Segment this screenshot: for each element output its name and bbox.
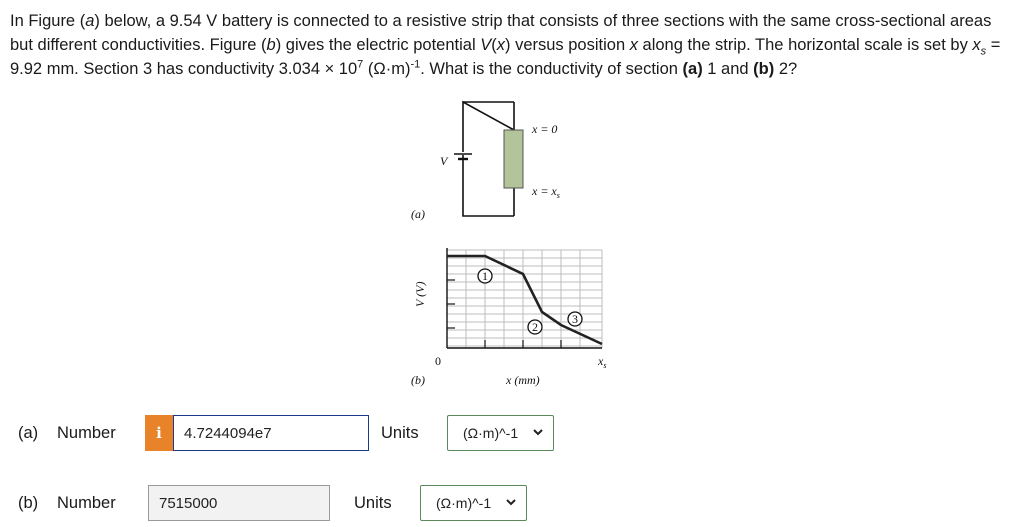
units-label-b: Units	[354, 494, 392, 512]
chevron-down-icon	[504, 495, 518, 509]
info-icon[interactable]: i	[145, 415, 173, 451]
potential-graph	[411, 248, 606, 387]
graph-y-ticks	[447, 256, 455, 328]
caption-b: (b)	[411, 373, 425, 387]
unit-select-b-value: (Ω·m)^-1	[436, 495, 492, 511]
chevron-down-icon	[531, 425, 545, 439]
section-1-marker	[478, 269, 492, 283]
resistive-strip	[504, 130, 523, 188]
svg-text:2: 2	[532, 320, 538, 334]
xs-label: $x = x_s$	[532, 184, 560, 200]
potential-curve	[447, 256, 602, 344]
part-b-label: (b)	[18, 494, 39, 512]
section-2-marker	[528, 320, 542, 334]
section-3-marker	[568, 312, 582, 326]
graph-x-label: x (mm)	[506, 373, 540, 387]
x0-label: x = 0	[532, 122, 558, 136]
unit-select-b[interactable]	[420, 485, 527, 521]
answer-input-a[interactable]	[173, 415, 369, 451]
figure-svg	[380, 98, 640, 398]
figure	[380, 98, 640, 398]
graph-x-ticks	[485, 340, 561, 348]
graph-y-label: V (V)	[413, 281, 427, 307]
part-a-label: (a)	[18, 424, 39, 442]
svg-text:3: 3	[572, 312, 578, 326]
svg-text:1: 1	[482, 269, 488, 283]
circuit-diagram	[411, 102, 560, 221]
number-label-b: Number	[57, 494, 116, 512]
battery-label: V	[440, 154, 448, 168]
caption-a: (a)	[411, 207, 425, 221]
answer-row-b	[0, 484, 1024, 522]
graph-x-end: $x_s$	[598, 354, 607, 370]
units-label-a: Units	[381, 424, 419, 442]
answer-input-b[interactable]	[148, 485, 330, 521]
number-label-a: Number	[57, 424, 116, 442]
unit-select-a[interactable]	[447, 415, 554, 451]
graph-x-zero: 0	[435, 354, 441, 368]
answer-row-a	[0, 414, 1024, 452]
question-text: In Figure (a) below, a 9.54 V battery is connected to a resistive strip that consists of three sections with the same cross-sectional areas but different conductivities. Figure (b) gives the electric potential V(x) versus position x along the strip. The horizontal scale is set by $x_s = 9.92$ mm. Section 3 has conductivity $3.034 \times 10^7$ $(\Omega\cdot m)^{-1}$. What is the conductivity of section (a) 1 and (b) 2?	[10, 12, 1001, 78]
unit-select-a-value: (Ω·m)^-1	[463, 425, 519, 441]
